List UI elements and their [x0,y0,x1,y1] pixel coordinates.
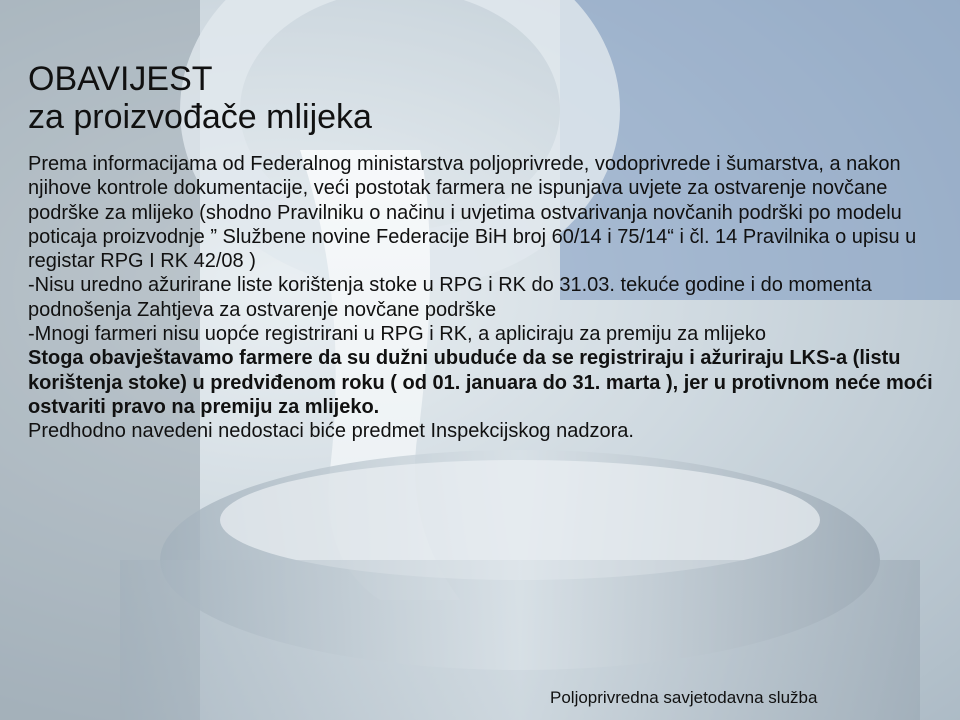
paragraph-intro: Prema informacijama od Federalnog ministarstva poljoprivrede, vodoprivrede i šumarstva, a nakon njihove kontrole dokumentacije, veći postotak farmera ne ispunjava uvjete za ostvarenje novčane podrške za mlijeko (shodno Pravilniku o načinu i uvjetima ostvarivanja novčanih podrški po modelu poticaja proizvodnje ” Službene novine Federacije BiH broj 60/14 i 75/14“ i čl. 14 Pravilnika o upisu u registar RPG I RK 42/08 ) [28,153,917,273]
footer-organization: Poljoprivredna savjetodavna služba [550,688,818,707]
slide-title [28,60,940,136]
slide-content [28,60,940,444]
closing-sentence: Predhodno navedeni nedostaci biće predmet Inspekcijskog nadzora. [28,420,634,443]
title-line-1: OBAVIJEST [28,60,213,98]
title-line-2: za proizvođače mlijeka [28,98,372,136]
bullet-item-2: -Mnogi farmeri nisu uopće registrirani u RPG i RK, a apliciraju za premiju za mlijeko [28,323,767,346]
bullet-item-1: -Nisu uredno ažurirane liste korištenja stoke u RPG i RK do 31.03. tekuće godine i do momenta podnošenja Zahtjeva za ostvarenje novčane podrške [28,274,872,321]
bold-notice: Stoga obavještavamo farmere da su dužni ubuduće da se registriraju i ažuriraju LKS-a (listu korištenja stoke) u predviđenom roku ( od 01. januara do 31. marta ), jer u protivnom neće moći ostvariti pravo na premiju za mlijeko. [28,347,933,418]
slide-body [28,152,940,444]
